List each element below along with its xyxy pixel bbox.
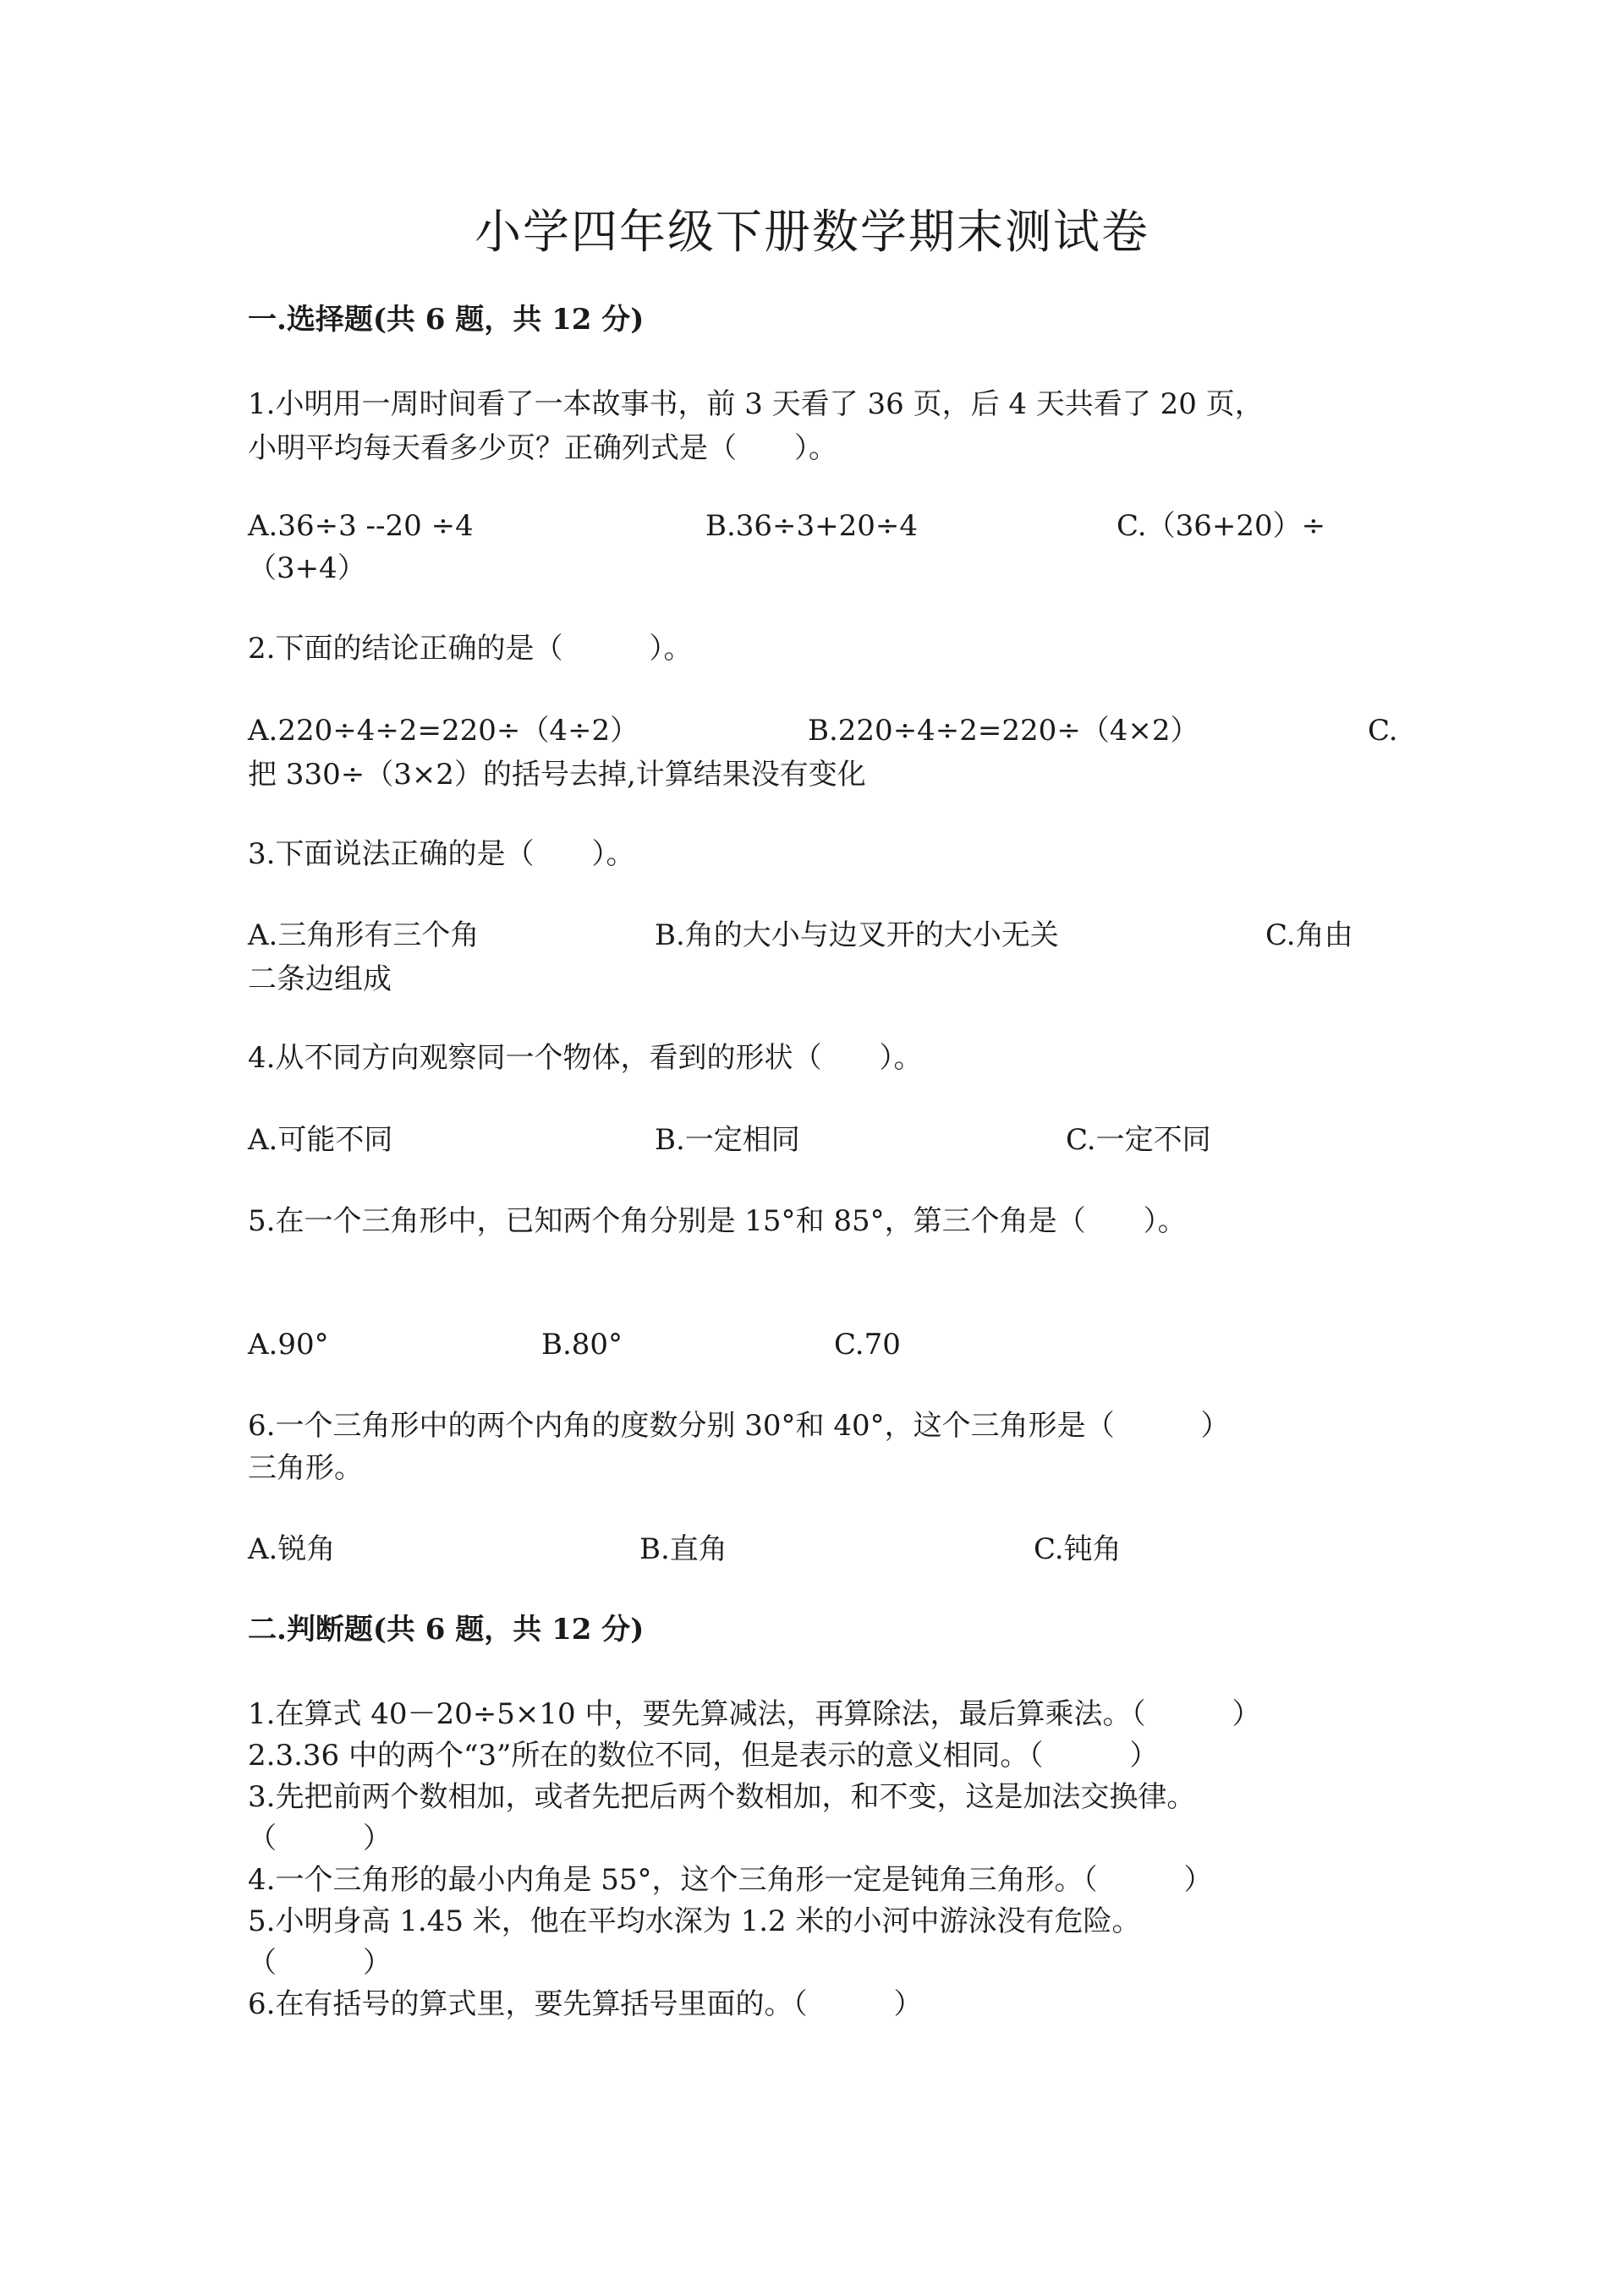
s1-q6-line2: 三角形。: [248, 1451, 363, 1485]
s1-q1-option-a: A.36÷3 --20 ÷4: [248, 509, 474, 543]
page-title: 小学四年级下册数学期末测试卷: [474, 205, 1149, 259]
s1-q4-option-b: B.一定相同: [655, 1123, 800, 1157]
s1-q3-option-a: A.三角形有三个角: [248, 918, 480, 952]
s2-q3-line2: （ ）: [248, 1822, 392, 1855]
s2-q3-line1: 3.先把前两个数相加，或者先把后两个数相加，和不变，这是加法交换律。: [248, 1780, 1196, 1814]
s1-q2-option-c: C.: [1368, 714, 1398, 748]
s1-q2-option-a: A.220÷4÷2=220÷（4÷2）: [248, 714, 639, 748]
s2-q2: 2.3.36 中的两个“3”所在的数位不同，但是表示的意义相同。（ ）: [248, 1739, 1159, 1773]
s1-q5-option-b: B.80°: [541, 1328, 623, 1362]
section1-heading: 一.选择题(共 6 题，共 12 分): [248, 303, 645, 337]
s1-q1-option-c-cont: （3+4）: [248, 551, 366, 585]
s1-q3-option-c: C.角由: [1265, 918, 1353, 952]
s2-q5-line2: （ ）: [248, 1946, 392, 1980]
s2-q5-line1: 5.小明身高 1.45 米，他在平均水深为 1.2 米的小河中游泳没有危险。: [248, 1904, 1141, 1938]
s1-q5-stem: 5.在一个三角形中，已知两个角分别是 15°和 85°，第三个角是（ ）。: [248, 1204, 1187, 1238]
s2-q6: 6.在有括号的算式里，要先算括号里面的。（ ）: [248, 1987, 923, 2021]
s1-q2-option-c-cont: 把 330÷（3×2）的括号去掉,计算结果没有变化: [248, 758, 866, 792]
s1-q2-option-b: B.220÷4÷2=220÷（4×2）: [808, 714, 1199, 748]
s1-q1-option-c: C.（36+20）÷: [1116, 509, 1326, 543]
s1-q6-line1: 6.一个三角形中的两个内角的度数分别 30°和 40°，这个三角形是（ ）: [248, 1409, 1230, 1443]
s1-q5-option-a: A.90°: [248, 1328, 329, 1362]
s1-q6-option-c: C.钝角: [1034, 1532, 1122, 1566]
section2-heading: 二.判断题(共 6 题，共 12 分): [248, 1613, 645, 1647]
s1-q3-stem: 3.下面说法正确的是（ ）。: [248, 837, 635, 871]
s1-q1-option-b: B.36÷3+20÷4: [705, 509, 919, 543]
s1-q6-option-b: B.直角: [639, 1532, 727, 1566]
s2-q1: 1.在算式 40－20÷5×10 中，要先算减法，再算除法，最后算乘法。（ ）: [248, 1697, 1261, 1731]
s1-q4-stem: 4.从不同方向观察同一个物体，看到的形状（ ）。: [248, 1041, 923, 1075]
s1-q1-line2: 小明平均每天看多少页？正确列式是（ ）。: [248, 431, 837, 465]
s1-q1-line1: 1.小明用一周时间看了一本故事书，前 3 天看了 36 页，后 4 天共看了 20 页，: [248, 387, 1264, 421]
s1-q2-stem: 2.下面的结论正确的是（ ）。: [248, 632, 693, 666]
s2-q4: 4.一个三角形的最小内角是 55°，这个三角形一定是钝角三角形。（ ）: [248, 1863, 1213, 1897]
s1-q4-option-c: C.一定不同: [1066, 1123, 1211, 1157]
s1-q4-option-a: A.可能不同: [248, 1123, 393, 1157]
s1-q3-option-c-cont: 二条边组成: [248, 962, 392, 996]
s1-q6-option-a: A.锐角: [248, 1532, 336, 1566]
s1-q3-option-b: B.角的大小与边叉开的大小无关: [655, 918, 1059, 952]
s1-q5-option-c: C.70: [834, 1328, 901, 1362]
